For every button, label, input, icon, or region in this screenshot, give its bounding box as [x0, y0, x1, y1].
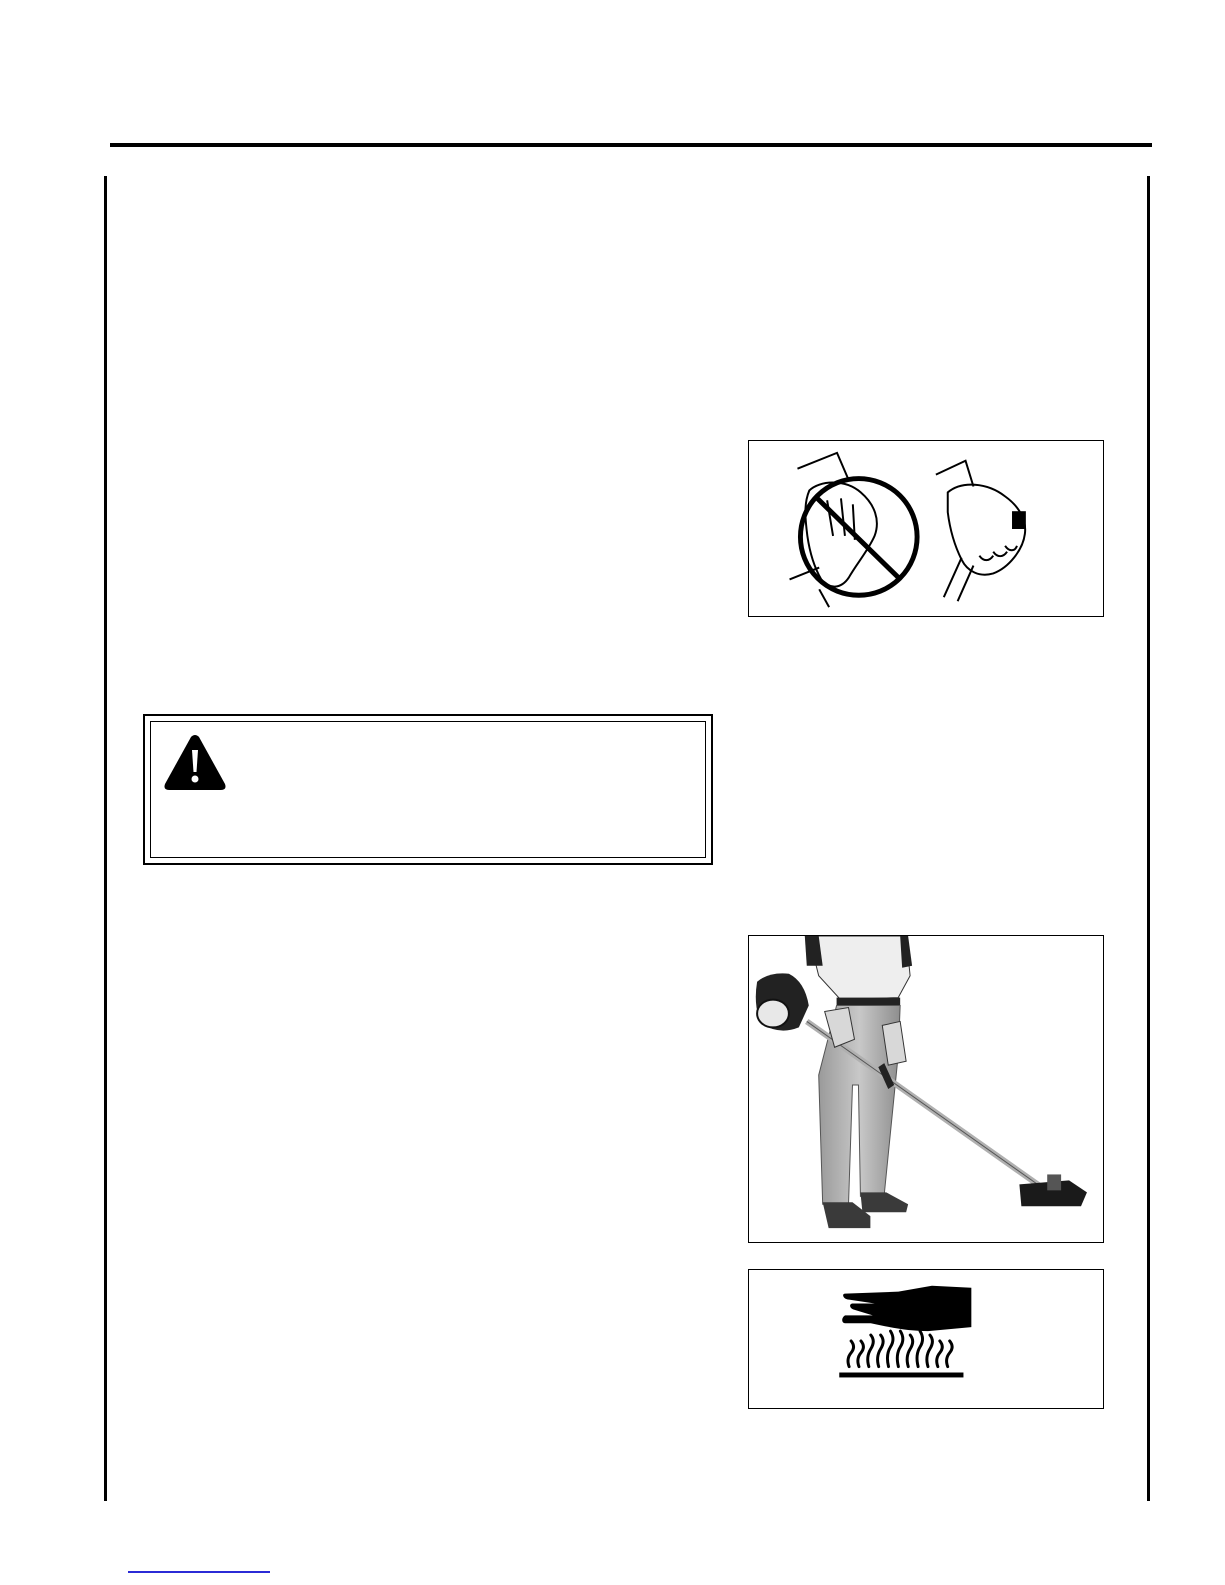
hand-over-hot-surface-icon	[749, 1270, 1103, 1408]
operator-figure	[748, 935, 1104, 1243]
hot-surface-figure	[748, 1269, 1104, 1409]
glove-grip-figure	[748, 440, 1104, 617]
operator-with-trimmer-icon	[749, 936, 1103, 1242]
gloved-hand-grip-icon	[749, 441, 1103, 616]
warning-triangle-icon	[163, 734, 227, 792]
warning-inner-frame	[150, 721, 706, 858]
header-rule	[110, 143, 1152, 147]
right-margin-rule	[1147, 176, 1150, 1501]
footer-link-underline[interactable]	[128, 1571, 270, 1573]
left-margin-rule	[104, 176, 107, 1501]
warning-box	[143, 714, 713, 865]
